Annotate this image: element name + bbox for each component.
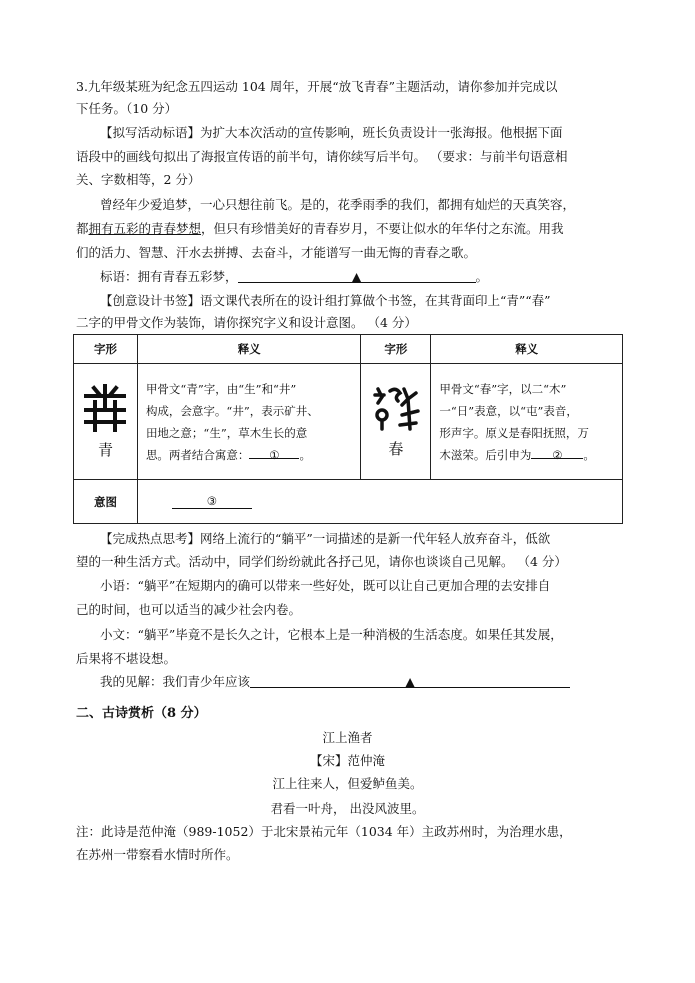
qing-meaning-cell: [137, 364, 361, 480]
slogan-blank[interactable]: [238, 268, 476, 283]
chun-meaning-cell: [431, 364, 623, 480]
intent-label: 意图: [74, 480, 138, 524]
qing-meaning-4-line: [146, 444, 353, 466]
q3-line-1: 3.九年级某班为纪念五四运动 104 周年，开展“放飞青春”主题活动，请你参加并完成以: [76, 79, 558, 94]
slogan-intro-3: 关、字数相等，2 分）: [76, 172, 201, 187]
poem-author: 【宋】范仲淹: [309, 753, 385, 768]
poem-note-2: 在苏州一带察看水情时所作。: [76, 847, 239, 862]
qing-meaning-1: 甲骨文“青”字，由“生”和“井”: [145, 381, 297, 396]
intent-cell: [137, 480, 622, 524]
poem-line-2: 君看一叶舟， 出没风波里。: [270, 801, 425, 816]
passage-line-2-end: ，但只有珍惜美好的青春岁月，不要让似水的年华付之东流。用我: [201, 221, 564, 236]
blank-2[interactable]: ②: [531, 444, 583, 459]
underlined-sentence: 拥有五彩的青春梦想: [88, 221, 202, 236]
triangle-marker-icon: ▲: [351, 269, 362, 284]
section-heading: 二、古诗赏析（8 分）: [76, 706, 207, 721]
chun-meaning-4: 木滋荣。后引申为: [439, 447, 532, 462]
qing-char: 青: [97, 440, 113, 459]
xiaoyu-line-1: 小语：“躺平”在短期内的确可以带来一些好处，既可以让自己更加合理的去安排自: [100, 578, 551, 593]
qing-meaning-4: 思。两者结合寓意：: [145, 447, 250, 462]
opinion-label: 我的见解：我们青少年应该: [100, 674, 251, 689]
qing-meaning-end: 。: [299, 447, 311, 462]
passage-line-2-start: 都: [76, 221, 89, 236]
chun-meaning-2: 一“日”表意，以“屯”表音，: [439, 403, 578, 418]
bookmark-intro-2: 二字的甲骨文作为装饰，请你探究字义和设计意图。 （4 分）: [76, 315, 417, 330]
chun-glyph-cell: [361, 364, 431, 480]
qing-meaning-3: 田地之意；“生”，草木生长的意: [145, 425, 308, 440]
opinion-line: [100, 673, 570, 691]
poem-line-1: 江上往来人，但爱鲈鱼美。: [272, 776, 423, 791]
xiaoyu-line-2: 己的时间，也可以适当的减少社会内卷。: [76, 602, 302, 617]
slogan-end: 。: [475, 269, 489, 284]
slogan-label: 标语：拥有青春五彩梦，: [100, 269, 238, 284]
header-glyph-2: 字形: [361, 335, 431, 364]
hotspot-intro-1: 【完成热点思考】网络上流行的“躺平”一词描述的是新一代年轻人放弃奋斗，低欲: [100, 531, 551, 546]
slogan-intro-2: 语段中的画线句拟出了海报宣传语的前半句，请你续写后半句。 （要求：与前半句语意相: [76, 149, 568, 164]
poem-note-1: 注：此诗是范仲淹（989-1052）于北宋景祐元年（1034 年）主政苏州时，为治理水患，: [76, 824, 572, 839]
passage-line-1: 曾经年少爱追梦，一心只想往前飞。是的，花季雨季的我们，都拥有灿烂的天真笑容，: [100, 197, 576, 212]
chun-meaning-4-line: [439, 444, 614, 466]
header-glyph-1: 字形: [74, 335, 138, 364]
passage-line-3: 们的活力、智慧、汗水去拼搏、去奋斗，才能谱写一曲无悔的青春之歌。: [76, 245, 477, 260]
xiaowen-line-2: 后果将不堪设想。: [76, 651, 177, 666]
bookmark-table: [73, 334, 623, 524]
qing-meaning-2: 构成，会意字。“井”，表示矿井、: [145, 403, 319, 418]
poem-title: 江上渔者: [322, 730, 373, 745]
chun-char: 春: [388, 439, 404, 458]
qing-glyph-cell: [74, 364, 138, 480]
header-meaning-2: 释义: [431, 335, 623, 364]
slogan-answer-line: [100, 268, 488, 286]
chun-meaning-end: 。: [583, 447, 595, 462]
xiaowen-line-1: 小文：“躺平”毕竟不是长久之计，它根本上是一种消极的生活态度。如果任其发展，: [100, 627, 563, 642]
opinion-blank[interactable]: [250, 673, 570, 688]
bookmark-intro-1: 【创意设计书签】语文课代表所在的设计组打算做个书签，在其背面印上“青”“春”: [100, 293, 551, 308]
hotspot-intro-2: 望的一种生活方式。活动中，同学们纷纷就此各抒己见，请你也谈谈自己见解。 （4 分）: [76, 554, 567, 569]
triangle-marker-icon: ▲: [405, 674, 415, 689]
q3-line-2: 下任务。（10 分）: [76, 101, 178, 116]
slogan-intro-1: 【拟写活动标语】为扩大本次活动的宣传影响，班长负责设计一张海报。他根据下面: [100, 125, 563, 140]
chun-oracle-icon: [372, 385, 420, 431]
blank-1[interactable]: ①: [249, 444, 299, 459]
chun-meaning-1: 甲骨文“春”字，以二“木”: [439, 381, 567, 396]
passage-line-2: [76, 220, 564, 238]
qing-oracle-icon: [82, 384, 128, 432]
chun-meaning-3: 形声字。原义是春阳抚照，万: [439, 425, 589, 440]
header-meaning-1: 释义: [137, 335, 361, 364]
blank-3[interactable]: ③: [172, 494, 252, 509]
